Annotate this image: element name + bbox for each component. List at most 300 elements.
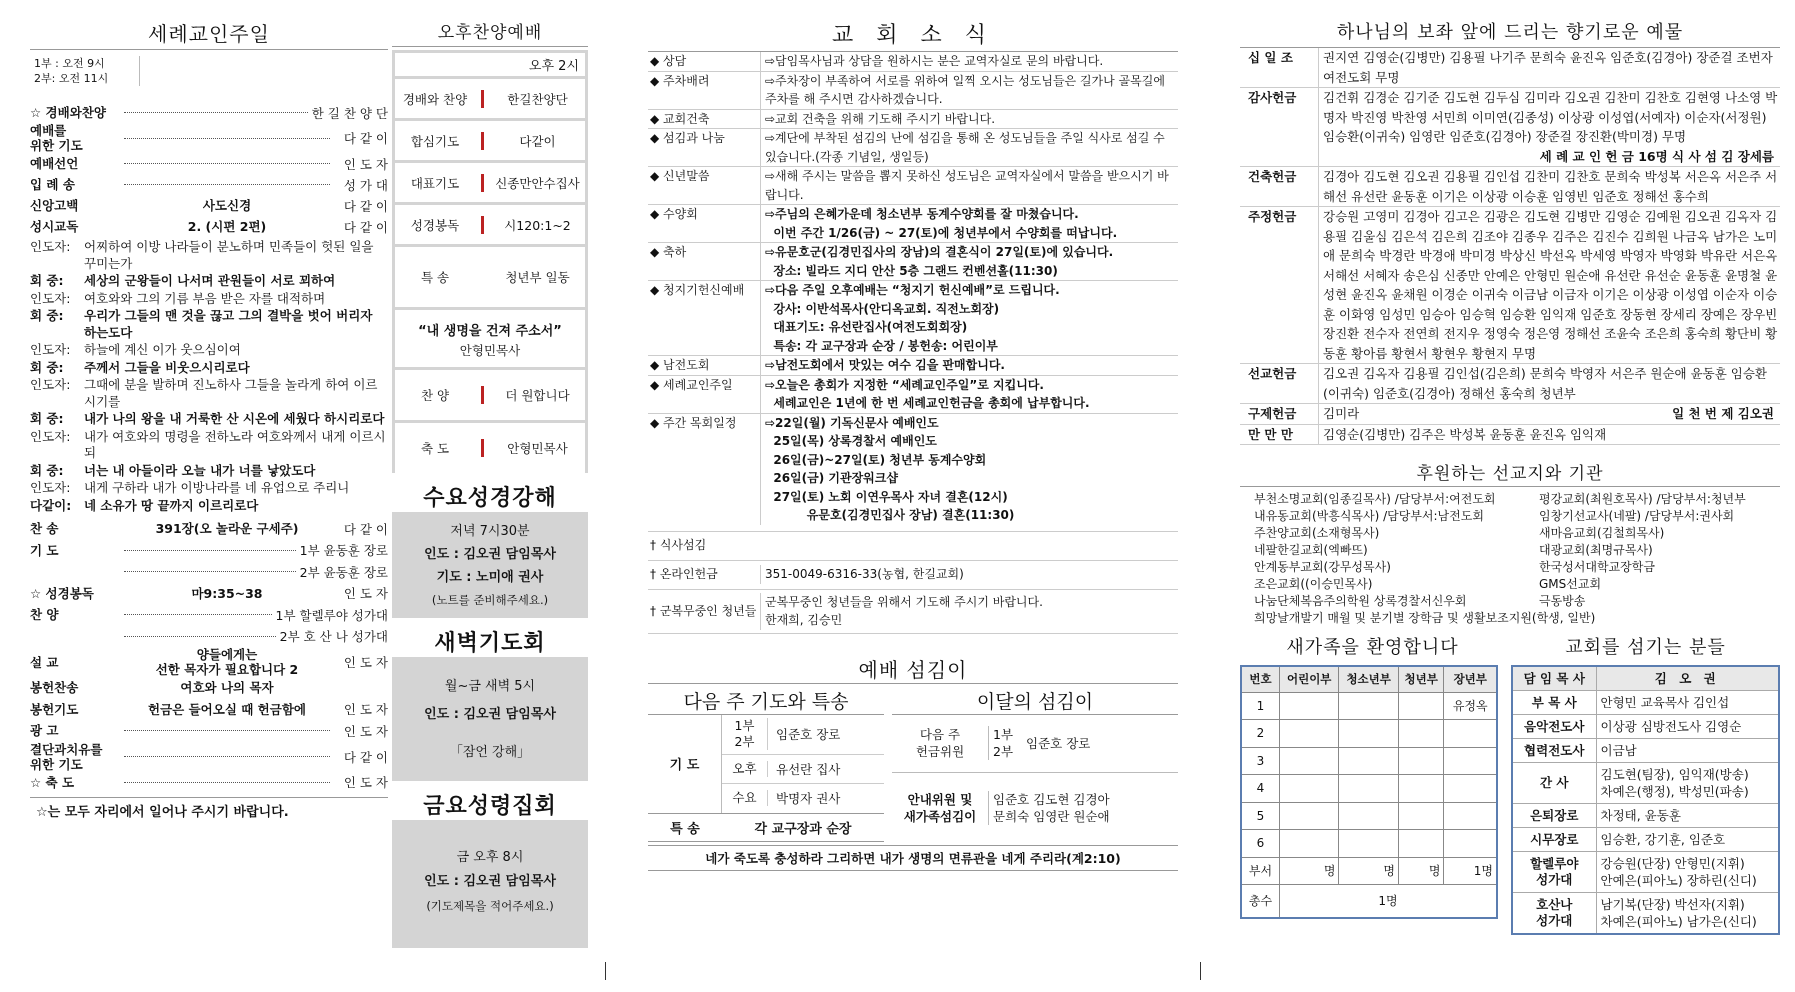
reading-text: 우리가 그들의 맨 것을 끊고 그의 결박을 벗어 버리자 하는도다 — [84, 308, 373, 340]
staff-role: 음악전도사 — [1512, 715, 1596, 739]
reading-speaker: 인도자: — [30, 480, 71, 495]
prayer-service: 오후 — [722, 761, 768, 777]
staff-names: 임승환, 강기훈, 임준호 — [1596, 828, 1779, 852]
news-item-text: ⇨계단에 부착된 섬김의 난에 섬김을 통해 온 성도님들을 주일 식사로 섬길 수 있습니다.(각종 기념일, 생일등) — [760, 129, 1178, 166]
support-item: 네팔한길교회(엑빠뜨) — [1254, 543, 1368, 557]
order-item — [30, 677, 388, 699]
divider-bar — [481, 90, 484, 108]
offering-category: 만 만 만 — [1248, 426, 1293, 442]
month-box — [892, 687, 1178, 843]
offering-row — [1240, 167, 1780, 207]
order-item — [30, 742, 388, 772]
news-item — [648, 356, 1178, 376]
order-item-leader: 성 가 대 — [343, 177, 388, 193]
afternoon-row — [395, 247, 585, 307]
support-title: 후원하는 선교지와 기관 — [1240, 459, 1780, 487]
bottom-box — [1240, 633, 1780, 935]
prayer-row — [722, 784, 884, 813]
order-item — [30, 699, 388, 721]
order-item-label: 예배를 위한 기도 — [30, 123, 83, 153]
news-item-text: ⇨주차장이 부족하여 서로를 위하여 일찍 오시는 성도님들은 길가나 골목길에 주차를 해 주시면 감사하겠습니다. — [760, 72, 1178, 109]
reading-text: 하늘에 계신 이가 웃으심이여 — [84, 342, 241, 357]
afternoon-row-value: 청년부 일동 — [505, 270, 570, 285]
offering-category: 십 일 조 — [1248, 50, 1293, 65]
order-item-leader: 한 길 찬 양 단 — [311, 105, 388, 121]
newfamily-cell — [1444, 720, 1497, 748]
leader-dots — [124, 138, 330, 139]
newfamily-summary — [1241, 857, 1497, 884]
support-item: 조은교회((이승민목사) — [1254, 577, 1373, 591]
newfamily-header — [1241, 666, 1497, 692]
news-item — [648, 205, 1178, 243]
memory-verse: 네가 죽도록 충성하라 그리하면 내가 생명의 면류관을 네게 주리라(계2:10) — [648, 845, 1178, 871]
prayer-person: 임준호 장로 — [776, 727, 841, 742]
reading-text: 내가 나의 왕을 내 거룩한 산 시온에 세웠다 하시리로다 — [84, 411, 385, 426]
order-item — [30, 123, 388, 153]
support-item: 극동방송 — [1539, 594, 1586, 608]
news-item-label: † 온라인헌금 — [650, 567, 718, 582]
reading-line — [30, 273, 388, 290]
leader-dots — [124, 636, 276, 637]
reading-text: 네 소유가 땅 끝까지 이르리로다 — [84, 497, 259, 513]
newfamily-cell — [1339, 692, 1398, 720]
afternoon-row-label: 축 도 — [420, 441, 450, 456]
offering-category: 감사헌금 — [1248, 90, 1297, 105]
offering-title: 하나님의 보좌 앞에 드리는 향기로운 예물 — [1240, 18, 1780, 48]
staff-role: 간 사 — [1512, 763, 1596, 804]
reading-text: 내가 여호와의 명령을 전하노라 여호와께서 내게 이르시되 — [84, 428, 386, 460]
order-item-label: ☆ 축 도 — [30, 774, 75, 790]
news-item — [648, 129, 1178, 167]
newfamily-cell — [1279, 830, 1338, 858]
support-item: 한국성서대학교장학금 — [1539, 560, 1655, 574]
baptism-offering-note: 세 례 교 인 헌 금 16명 식 사 섬 김 장세름 — [1539, 148, 1774, 164]
newfamily-summary-cell: 명 — [1279, 857, 1338, 884]
newfamily-title: 새가족을 환영합니다 — [1286, 637, 1459, 658]
news-item — [648, 590, 1178, 634]
news-item-label: ◆ 남전도회 — [650, 358, 710, 372]
newfamily-box — [1240, 633, 1505, 935]
reading-line — [30, 239, 388, 272]
reading-text: 너는 내 아들이라 오늘 내가 너를 낳았도다 — [84, 462, 316, 478]
offering-names-text: 김오권 김옥자 김용필 김인섭(김은희) 문희숙 박영자 서은주 원순애 윤동훈 임승환(이귀숙) 임준호(김경아) 정해선 홍숙희 청년부 — [1323, 366, 1767, 401]
staff-row — [1512, 893, 1779, 935]
news-item-label: ◆ 섬김과 나눔 — [650, 131, 725, 145]
service-times — [34, 56, 140, 86]
wednesday-prayer: 기도 : 노미애 권사 — [436, 570, 544, 585]
dawn-box — [392, 657, 588, 781]
afternoon-row-value: 안형민목사 — [507, 441, 568, 456]
afternoon-row-value: 시120:1~2 — [504, 217, 571, 233]
newfamily-header-cell: 청소년부 — [1339, 666, 1398, 692]
afternoon-row-label: 특 송 — [420, 270, 450, 285]
prayer-service: 수요 — [722, 790, 768, 806]
news-item-text: ⇨다음 주일 오후예배는 “청지기 헌신예배”로 드립니다. 강사: 이반석목사(안디옥교회. 직전노회장) 대표기도: 유선란집사(여전도회회장) 특송: 각 교구장과 순장 / 봉헌송: 어린이부 — [760, 281, 1178, 355]
friday-note: (기도제목을 적어주세요.) — [426, 899, 554, 913]
order-item-label: 성시교독 — [30, 219, 79, 234]
leader-dots — [124, 571, 296, 572]
order-item-leader: 1부 윤동훈 장로 — [299, 543, 388, 559]
serve-box — [648, 687, 1178, 843]
offering-names — [1318, 404, 1780, 424]
staff-names: 안형민 교육목사 김인섭 — [1596, 691, 1779, 715]
newfamily-row — [1241, 720, 1497, 748]
staff-role: 담 임 목 사 — [1512, 666, 1596, 691]
offering-names — [1318, 425, 1780, 445]
offering-row — [1240, 425, 1780, 446]
reading-speaker: 인도자: — [30, 342, 71, 357]
newfamily-cell — [1398, 830, 1444, 858]
offering-row — [1240, 48, 1780, 88]
order-item-label: 봉헌찬송 — [30, 680, 79, 696]
staff-title: 교회를 섬기는 분들 — [1565, 637, 1726, 658]
offering-category: 건축헌금 — [1248, 169, 1297, 184]
money-block — [892, 715, 1178, 773]
newfamily-cell — [1339, 802, 1398, 830]
afternoon-row — [395, 121, 585, 160]
offering-category: 주정헌금 — [1248, 209, 1297, 224]
order-item-label: 찬 양 — [30, 607, 59, 623]
staff-role: 시무장로 — [1512, 828, 1596, 852]
afternoon-row — [395, 370, 585, 420]
order-item-detail: 마9:35~38 — [191, 585, 263, 601]
afternoon-row-label: 합심기도 — [410, 133, 460, 149]
order-item-label: ☆ 성경봉독 — [30, 585, 94, 601]
song-value: 각 교구장과 순장 — [754, 821, 852, 837]
news-list — [648, 52, 1178, 634]
newfamily-row — [1241, 802, 1497, 830]
month-title: 이달의 섬김이 — [892, 687, 1178, 715]
news-item — [648, 52, 1178, 72]
news-item — [648, 532, 1178, 561]
next-week-title: 다음 주 기도와 특송 — [648, 687, 884, 715]
reading-text: 내게 구하라 내가 이방나라를 네 유업으로 주리니 — [84, 480, 350, 495]
prayer-row — [722, 715, 884, 755]
leader-dots — [124, 184, 330, 185]
newfamily-cell — [1444, 802, 1497, 830]
news-item — [648, 376, 1178, 414]
news-item-text: ⇨담임목사님과 상담을 원하시는 분은 교역자실로 문의 바랍니다. — [760, 52, 1178, 71]
sermon-title: “내 생명을 건져 주소서” — [418, 324, 562, 339]
support-box — [1240, 487, 1780, 627]
reading-line — [30, 342, 388, 359]
order-item-label: 입 례 송 — [30, 177, 75, 192]
newfamily-cell — [1279, 775, 1338, 803]
leader-dots — [124, 163, 330, 164]
staff-names: 강승원(단장) 안형민(지휘) 안예은(피아노) 장하린(신디) — [1596, 852, 1779, 893]
afternoon-sermon — [395, 310, 585, 370]
order-item-detail: 양들에게는 선한 목자가 필요합니다 2 — [155, 647, 299, 677]
reading-speaker: 회 중: — [30, 273, 64, 288]
order-item — [30, 540, 388, 562]
reading-line — [30, 411, 388, 428]
staff-table — [1511, 665, 1780, 935]
news-item-label: ◆ 청지기헌신예배 — [650, 283, 745, 297]
afternoon-title: 오후찬양예배 — [392, 18, 588, 47]
newfamily-total — [1241, 884, 1497, 918]
staff-names: 이상광 심방전도사 김영순 — [1596, 715, 1779, 739]
newfamily-cell — [1398, 692, 1444, 720]
order-item-leader: 인 도 자 — [343, 702, 388, 718]
reading-line — [30, 498, 388, 515]
offering-row — [1240, 364, 1780, 404]
staff-names: 이금남 — [1596, 739, 1779, 763]
news-title: 교 회 소 식 — [648, 18, 1178, 52]
support-item: 주찬양교회(소재형목사) — [1254, 526, 1380, 540]
offering-category: 구제헌금 — [1248, 406, 1297, 421]
support-item: 나눔단체복음주의학원 상록경찰서신우회 — [1254, 594, 1467, 608]
newfamily-header-cell: 어린이부 — [1279, 666, 1338, 692]
order-item — [30, 561, 388, 583]
newfamily-cell — [1444, 830, 1497, 858]
afternoon-row-label: 성경봉독 — [410, 217, 460, 233]
fold-mark-1 — [605, 962, 606, 980]
news-item-text: ⇨오늘은 총회가 지정한 “세례교인주일”로 지킵니다. 세례교인은 1년에 한 번 세례교인헌금을 총회에 납부합니다. — [760, 376, 1178, 413]
order-item-leader: 다 같 이 — [343, 521, 388, 537]
offering-names — [1318, 364, 1780, 403]
reading-speaker: 인도자: — [30, 239, 71, 254]
reading-line — [30, 360, 388, 377]
news-item-label: ◆ 신년말씀 — [650, 169, 710, 183]
order-item — [30, 772, 388, 794]
staff-row — [1512, 715, 1779, 739]
order-item-label: 신앙고백 — [30, 198, 79, 213]
order-item-label: 찬 송 — [30, 521, 59, 537]
reading-line — [30, 463, 388, 480]
order-item — [30, 604, 388, 626]
offering-list — [1240, 48, 1780, 445]
guide-label: 안내위원 및 새가족섬김이 — [903, 791, 977, 824]
prayer-service: 1부 2부 — [722, 718, 768, 750]
order-item-label: 설 교 — [30, 654, 59, 670]
offering-names-text: 김영순(김병만) 김주은 박성복 윤동훈 윤진옥 임익재 — [1323, 426, 1607, 442]
order-item-leader: 다 같 이 — [343, 219, 388, 235]
song-block — [648, 814, 884, 842]
order-panel — [30, 18, 388, 820]
divider-bar — [481, 216, 484, 234]
leader-dots — [124, 550, 296, 551]
order-item — [30, 518, 388, 540]
support-item: 대광교회(최명규목사) — [1539, 543, 1653, 557]
divider-bar — [481, 439, 484, 457]
news-item-text: ⇨교회 건축을 위해 기도해 주시기 바랍니다. — [760, 110, 1178, 129]
newfamily-cell: 5 — [1241, 802, 1279, 830]
news-item — [648, 110, 1178, 130]
newfamily-header-cell: 청년부 — [1398, 666, 1444, 692]
newfamily-cell — [1279, 802, 1338, 830]
thousand-offering-note: 일 천 번 제 김오권 — [1672, 406, 1774, 421]
support-right — [1539, 491, 1780, 627]
order-title: 세례교인주일 — [30, 18, 388, 50]
support-item: 안계동부교회(강무성목사) — [1254, 560, 1391, 574]
song-label: 특 송 — [670, 821, 700, 837]
newfamily-cell — [1339, 720, 1398, 748]
prayer-label: 기 도 — [648, 715, 722, 813]
order-item-detail: 헌금은 들어오실 때 헌금함에 — [148, 701, 306, 717]
support-item: 희망날개발기 매월 및 분기별 장학금 및 생활보조지원(학생, 일반) — [1254, 611, 1596, 625]
friday-title: 금요성령집회 — [423, 794, 557, 819]
afternoon-row — [395, 205, 585, 244]
divider-bar — [481, 386, 484, 404]
order-item-leader: 인 도 자 — [343, 586, 388, 602]
staff-row — [1512, 804, 1779, 828]
order-item-label: ☆ 경배와찬양 — [30, 105, 106, 120]
newfamily-cell: 유정옥 — [1444, 692, 1497, 720]
reading-speaker: 인도자: — [30, 428, 71, 444]
reading-line — [30, 480, 388, 497]
newfamily-cell: 4 — [1241, 775, 1279, 803]
prayer-person: 유선란 집사 — [776, 761, 841, 777]
money-value: 임준호 장로 — [1026, 736, 1091, 751]
newfamily-cell — [1444, 747, 1497, 775]
news-item-label: † 식사섬김 — [650, 538, 707, 553]
leader-dots — [124, 756, 330, 757]
newfamily-total-value: 1명 — [1279, 884, 1497, 918]
newfamily-row — [1241, 830, 1497, 858]
afternoon-row — [395, 163, 585, 202]
friday-time: 금 오후 8시 — [456, 850, 524, 865]
order-item-label: 결단과치유를 위한 기도 — [30, 741, 103, 772]
fold-mark-2 — [1200, 962, 1201, 980]
order-list-2 — [30, 518, 388, 793]
news-item-text: ⇨남전도회에서 맛있는 여수 김을 판매합니다. — [760, 356, 1178, 375]
order-item — [30, 720, 388, 742]
news-item-label: ◆ 상담 — [650, 54, 687, 68]
prayer-rows — [722, 715, 884, 813]
offering-names-text: 김경아 김도현 김오권 김용필 김인섭 김찬미 김찬호 문희숙 박성복 서은옥 서은주 서해선 유선란 윤동훈 이기은 이상광 이승훈 임영빈 임준호 정해선 홍수희 — [1323, 169, 1778, 204]
newfamily-summary-cell: 1명 — [1444, 857, 1497, 884]
newfamily-table — [1240, 665, 1498, 919]
news-item-text: 351-0049-6316-33(농협, 한길교회) — [760, 565, 1178, 584]
afternoon-row-value: 신종만안수집사 — [495, 175, 580, 191]
newfamily-row — [1241, 775, 1497, 803]
news-item — [648, 414, 1178, 532]
offering-row — [1240, 207, 1780, 364]
staff-row — [1512, 852, 1779, 893]
staff-role: 호산나 성가대 — [1512, 893, 1596, 935]
offering-row — [1240, 88, 1780, 167]
order-item — [30, 583, 388, 605]
reading-text: 어찌하여 이방 나라들이 분노하며 민족들이 헛된 일을 꾸미는가 — [84, 239, 374, 271]
news-item-text: ⇨유문호군(김경민집사의 장남)의 결혼식이 27일(토)에 있습니다. 장소: 빌라드 지디 안산 5층 그랜드 컨벤션홀(11:30) — [760, 243, 1178, 280]
reading-text: 여호와와 그의 기름 부음 받은 자를 대적하며 — [84, 290, 326, 306]
newfamily-header-cell: 장년부 — [1444, 666, 1497, 692]
order-item-leader: 다 같 이 — [343, 131, 388, 146]
reading-speaker: 회 중: — [30, 411, 64, 426]
wednesday-title: 수요성경강해 — [423, 486, 557, 511]
offering-names — [1318, 167, 1780, 206]
newfamily-cell — [1339, 747, 1398, 775]
staff-row — [1512, 739, 1779, 763]
newfamily-summary-cell: 명 — [1398, 857, 1444, 884]
reading-speaker: 인도자: — [30, 377, 71, 392]
afternoon-row — [395, 79, 585, 118]
newfamily-cell: 1 — [1241, 692, 1279, 720]
order-item-detail: 여호와 나의 목자 — [180, 680, 274, 696]
reading-speaker: 다같이: — [30, 497, 72, 513]
news-item-label: ◆ 축하 — [650, 245, 687, 259]
newfamily-cell — [1279, 747, 1338, 775]
offering-names — [1318, 88, 1780, 166]
afternoon-row-value: 다같이 — [519, 133, 556, 149]
offering-names-text: 김건휘 김경순 김기준 김도현 김두심 김미라 김오권 김찬미 김찬호 김현영 나소영 박명자 박진영 박찬영 서민희 이미연(김종성) 이상광 이성엽(서예자) 이순자(서정원) 임승환(이귀숙) 임영란 임준호(김경아) 장준걸 장진환(박미경) 무명 — [1323, 90, 1778, 144]
order-item-label: 예배선언 — [30, 156, 79, 171]
friday-leader: 인도 : 김오권 담임목사 — [424, 874, 556, 889]
order-item-leader: 인 도 자 — [343, 156, 388, 172]
order-item-leader: 1부 할렐루야 성가대 — [275, 607, 388, 623]
prayer-row — [722, 755, 884, 784]
newfamily-cell — [1398, 747, 1444, 775]
order-item-leader: 2부 윤동훈 장로 — [299, 564, 388, 580]
order-item — [30, 647, 388, 677]
prayer-block — [648, 715, 884, 814]
support-item: 임창기선교사(네팔) /담당부서:권사회 — [1539, 509, 1735, 523]
staff-role: 부 목 사 — [1512, 691, 1596, 715]
newfamily-summary-cell: 부서 — [1241, 857, 1279, 884]
news-panel — [648, 18, 1178, 871]
newfamily-cell — [1444, 775, 1497, 803]
news-item — [648, 281, 1178, 356]
reading-line — [30, 291, 388, 308]
news-item-text: 군복무중인 청년들을 위해서 기도해 주시기 바랍니다. 한재희, 김승민 — [760, 593, 1178, 630]
offering-panel — [1240, 18, 1780, 935]
newfamily-cell: 3 — [1241, 747, 1279, 775]
dawn-title: 새벽기도회 — [434, 631, 546, 656]
offering-names — [1318, 207, 1780, 363]
divider-bar — [481, 174, 484, 192]
afternoon-box — [392, 50, 588, 473]
staff-role: 협력전도사 — [1512, 739, 1596, 763]
responsive-reading — [30, 239, 388, 514]
staff-names: 남기복(단장) 박선자(지휘) 차예은(피아노) 남가은(신디) — [1596, 893, 1779, 935]
newfamily-row — [1241, 692, 1497, 720]
news-item — [648, 561, 1178, 590]
guide-value: 임준호 김도현 김경아 문희숙 임영란 원순애 — [988, 791, 1178, 825]
leader-dots — [124, 614, 272, 615]
afternoon-rows-2 — [395, 370, 585, 473]
dawn-time: 월~금 새벽 5시 — [444, 679, 536, 694]
order-item — [30, 174, 388, 195]
offering-names-text: 강승원 고영미 김경아 김고은 김광은 김도현 김병만 김영순 김예원 김오권 김옥자 김용필 김울심 김은석 김은희 김조야 김종우 김주은 김진수 김희원 나금옥 남가은 노미애 문희숙 박경란 박경애 박미경 박상신 박선옥 박세영 박영자 박영화 박유란 서은옥 서해선 서혜자 송은심 신종만 안예은 안형민 원순애 유선란 유선순 윤동훈 윤명철 윤성현 윤진옥 윤채원 이경순 이귀숙 이금남 이금자 이기은 이상광 이성엽 이순자 이승훈 이화영 임성민 임승아 임승혁 임승환 임익재 임준호 장동현 장세리 장예은 장우빈 장진환 전수자 전연희 전지우 정영숙 정은영 정해선 조윤숙 조은희 홍숙희 황단비 황동훈 황아름 황현서 황현우 황현지 무명 — [1323, 209, 1778, 361]
news-item-text: ⇨22일(월) 기독신문사 예배인도 25일(목) 상록경찰서 예배인도 26일(금)~27일(토) 청년부 동계수양회 26일(금) 기관장워크샵 27일(토) 노회 이연우목사 자녀 결혼(12시) 유문호(김경민집사 장남) 결혼(11:30) — [760, 414, 1178, 525]
support-item: 내유동교회(박흥식목사) /담당부서:남전도회 — [1254, 509, 1484, 523]
support-item: 새마음교회(김철희목사) — [1539, 526, 1665, 540]
newfamily-cell — [1279, 692, 1338, 720]
serve-title: 예배 섬김이 — [648, 654, 1178, 684]
newfamily-cell — [1279, 720, 1338, 748]
offering-names-text: 권지연 김영순(김병만) 김용필 나기주 문희숙 윤진옥 임준호(김경아) 장준걸 조번자 여전도회 무명 — [1323, 50, 1773, 85]
staff-row — [1512, 828, 1779, 852]
staff-box — [1511, 633, 1780, 935]
news-item-label: ◆ 교회건축 — [650, 111, 710, 126]
offering-row — [1240, 404, 1780, 425]
news-item-label: † 군복무중인 청년들 — [650, 603, 757, 618]
order-item — [30, 153, 388, 174]
news-item-text: ⇨주님의 은혜가운데 청소년부 동계수양회를 잘 마쳤습니다. 이번 주간 1/26(금) ~ 27(토)에 청년부에서 수양회를 떠납니다. — [760, 205, 1178, 242]
staff-role: 은퇴장로 — [1512, 804, 1596, 828]
newfamily-cell — [1339, 830, 1398, 858]
sermon-preacher: 안형민목사 — [459, 343, 521, 358]
support-item: 평강교회(최원호목사) /담당부서:청년부 — [1539, 492, 1746, 506]
staff-names: 김 오 권 — [1596, 666, 1779, 691]
leader-dots — [124, 730, 330, 731]
afternoon-row-label: 찬 양 — [420, 388, 450, 403]
newfamily-cell — [1339, 775, 1398, 803]
reading-line — [30, 429, 388, 462]
footer-note: ☆는 모두 자리에서 일어나 주시기 바랍니다. — [30, 797, 388, 820]
order-item-label: 봉헌기도 — [30, 701, 79, 717]
order-item — [30, 626, 388, 648]
